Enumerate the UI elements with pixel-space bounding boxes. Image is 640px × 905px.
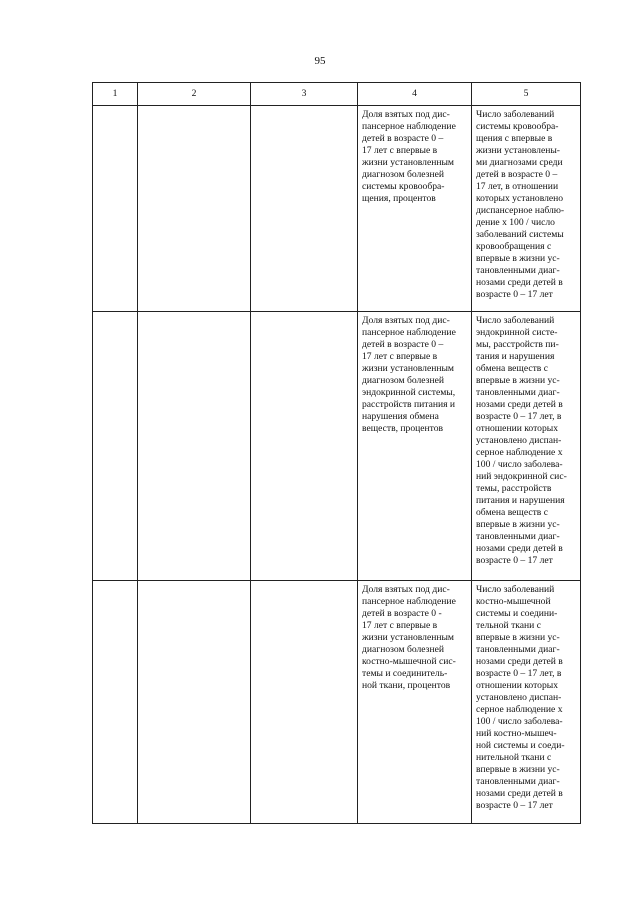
table-header-row bbox=[93, 83, 581, 106]
table-cell-col2 bbox=[138, 106, 251, 312]
cell-text bbox=[138, 106, 250, 111]
table-row bbox=[93, 312, 581, 581]
table-cell-col2 bbox=[138, 312, 251, 581]
table-cell-col2 bbox=[138, 581, 251, 824]
indicator-formula-cell bbox=[472, 581, 581, 824]
table-cell-col3 bbox=[251, 581, 358, 824]
indicators-table bbox=[92, 82, 581, 824]
indicator-name-text: Доля взятых под дис- пансерное наблюдение детей в возрасте 0 - 17 лет с впервые в жизни установленным диагнозом болезней костно-мышечной сис- темы и соединитель- ной ткани, процентов bbox=[362, 584, 456, 691]
table-row bbox=[93, 106, 581, 312]
indicator-formula-text: Число заболеваний эндокринной систе- мы, расстройств пи- тания и нарушения обмена веществ с впервые в жизни ус- тановленными диаг- нозами среди детей в возрасте 0 – 17 лет, в отношении которых установлено диспан- серное наблюдение х 100 / число заболева- ний эндокринной сис- темы, расстройств питания и нарушения обмена веществ с впервые в жизни ус- тановленными диаг- нозами среди детей в возрасте 0 – 17 лет bbox=[476, 315, 567, 566]
cell-text bbox=[93, 106, 137, 111]
table-cell-col1 bbox=[93, 106, 138, 312]
cell-text bbox=[251, 312, 357, 317]
cell-text bbox=[251, 106, 357, 111]
indicator-name-text: Доля взятых под дис- пансерное наблюдение детей в возрасте 0 – 17 лет с впервые в жизни установленным диагнозом болезней системы кровообра- щения, процентов bbox=[362, 109, 456, 204]
table-cell-col1 bbox=[93, 312, 138, 581]
indicator-formula-cell bbox=[472, 106, 581, 312]
cell-text bbox=[138, 581, 250, 586]
cell-text bbox=[93, 581, 137, 586]
table-row bbox=[93, 581, 581, 824]
page-number: 95 bbox=[314, 55, 326, 67]
indicator-formula-text: Число заболеваний системы кровообра- щения с впервые в жизни установлены- ми диагнозами среди детей в возрасте 0 – 17 лет, в отношении которых установлено диспансерное наблю- дение х 100 / число заболеваний системы кровообращения с впервые в жизни ус- тановленными диаг- нозами среди детей в возрасте 0 – 17 лет bbox=[476, 109, 565, 300]
indicator-name-cell bbox=[358, 106, 472, 312]
column-header-4: 4 bbox=[358, 83, 472, 106]
column-header-3: 3 bbox=[251, 83, 358, 106]
indicator-name-text: Доля взятых под дис- пансерное наблюдение детей в возрасте 0 – 17 лет с впервые в жизни установленным диагнозом болезней эндокринной системы, расстройств питания и нарушения обмена веществ, процентов bbox=[362, 315, 456, 434]
indicator-name-cell bbox=[358, 312, 472, 581]
column-header-2: 2 bbox=[138, 83, 251, 106]
column-header-1: 1 bbox=[93, 83, 138, 106]
table-cell-col3 bbox=[251, 106, 358, 312]
indicator-formula-text: Число заболеваний костно-мышечной системы и соедини- тельной ткани с впервые в жизни ус- тановленными диаг- нозами среди детей в возрасте 0 – 17 лет, в отношении которых установлено диспан- серное наблюдение х 100 / число заболева- ний костно-мышеч- ной системы и соеди- нительной ткани с впервые в жизни ус- тановленными диаг- нозами среди детей в возрасте 0 – 17 лет bbox=[476, 584, 565, 811]
table-cell-col3 bbox=[251, 312, 358, 581]
indicator-name-cell bbox=[358, 581, 472, 824]
cell-text bbox=[138, 312, 250, 317]
column-header-5: 5 bbox=[472, 83, 581, 106]
cell-text bbox=[251, 581, 357, 586]
indicator-formula-cell bbox=[472, 312, 581, 581]
table-cell-col1 bbox=[93, 581, 138, 824]
cell-text bbox=[93, 312, 137, 317]
